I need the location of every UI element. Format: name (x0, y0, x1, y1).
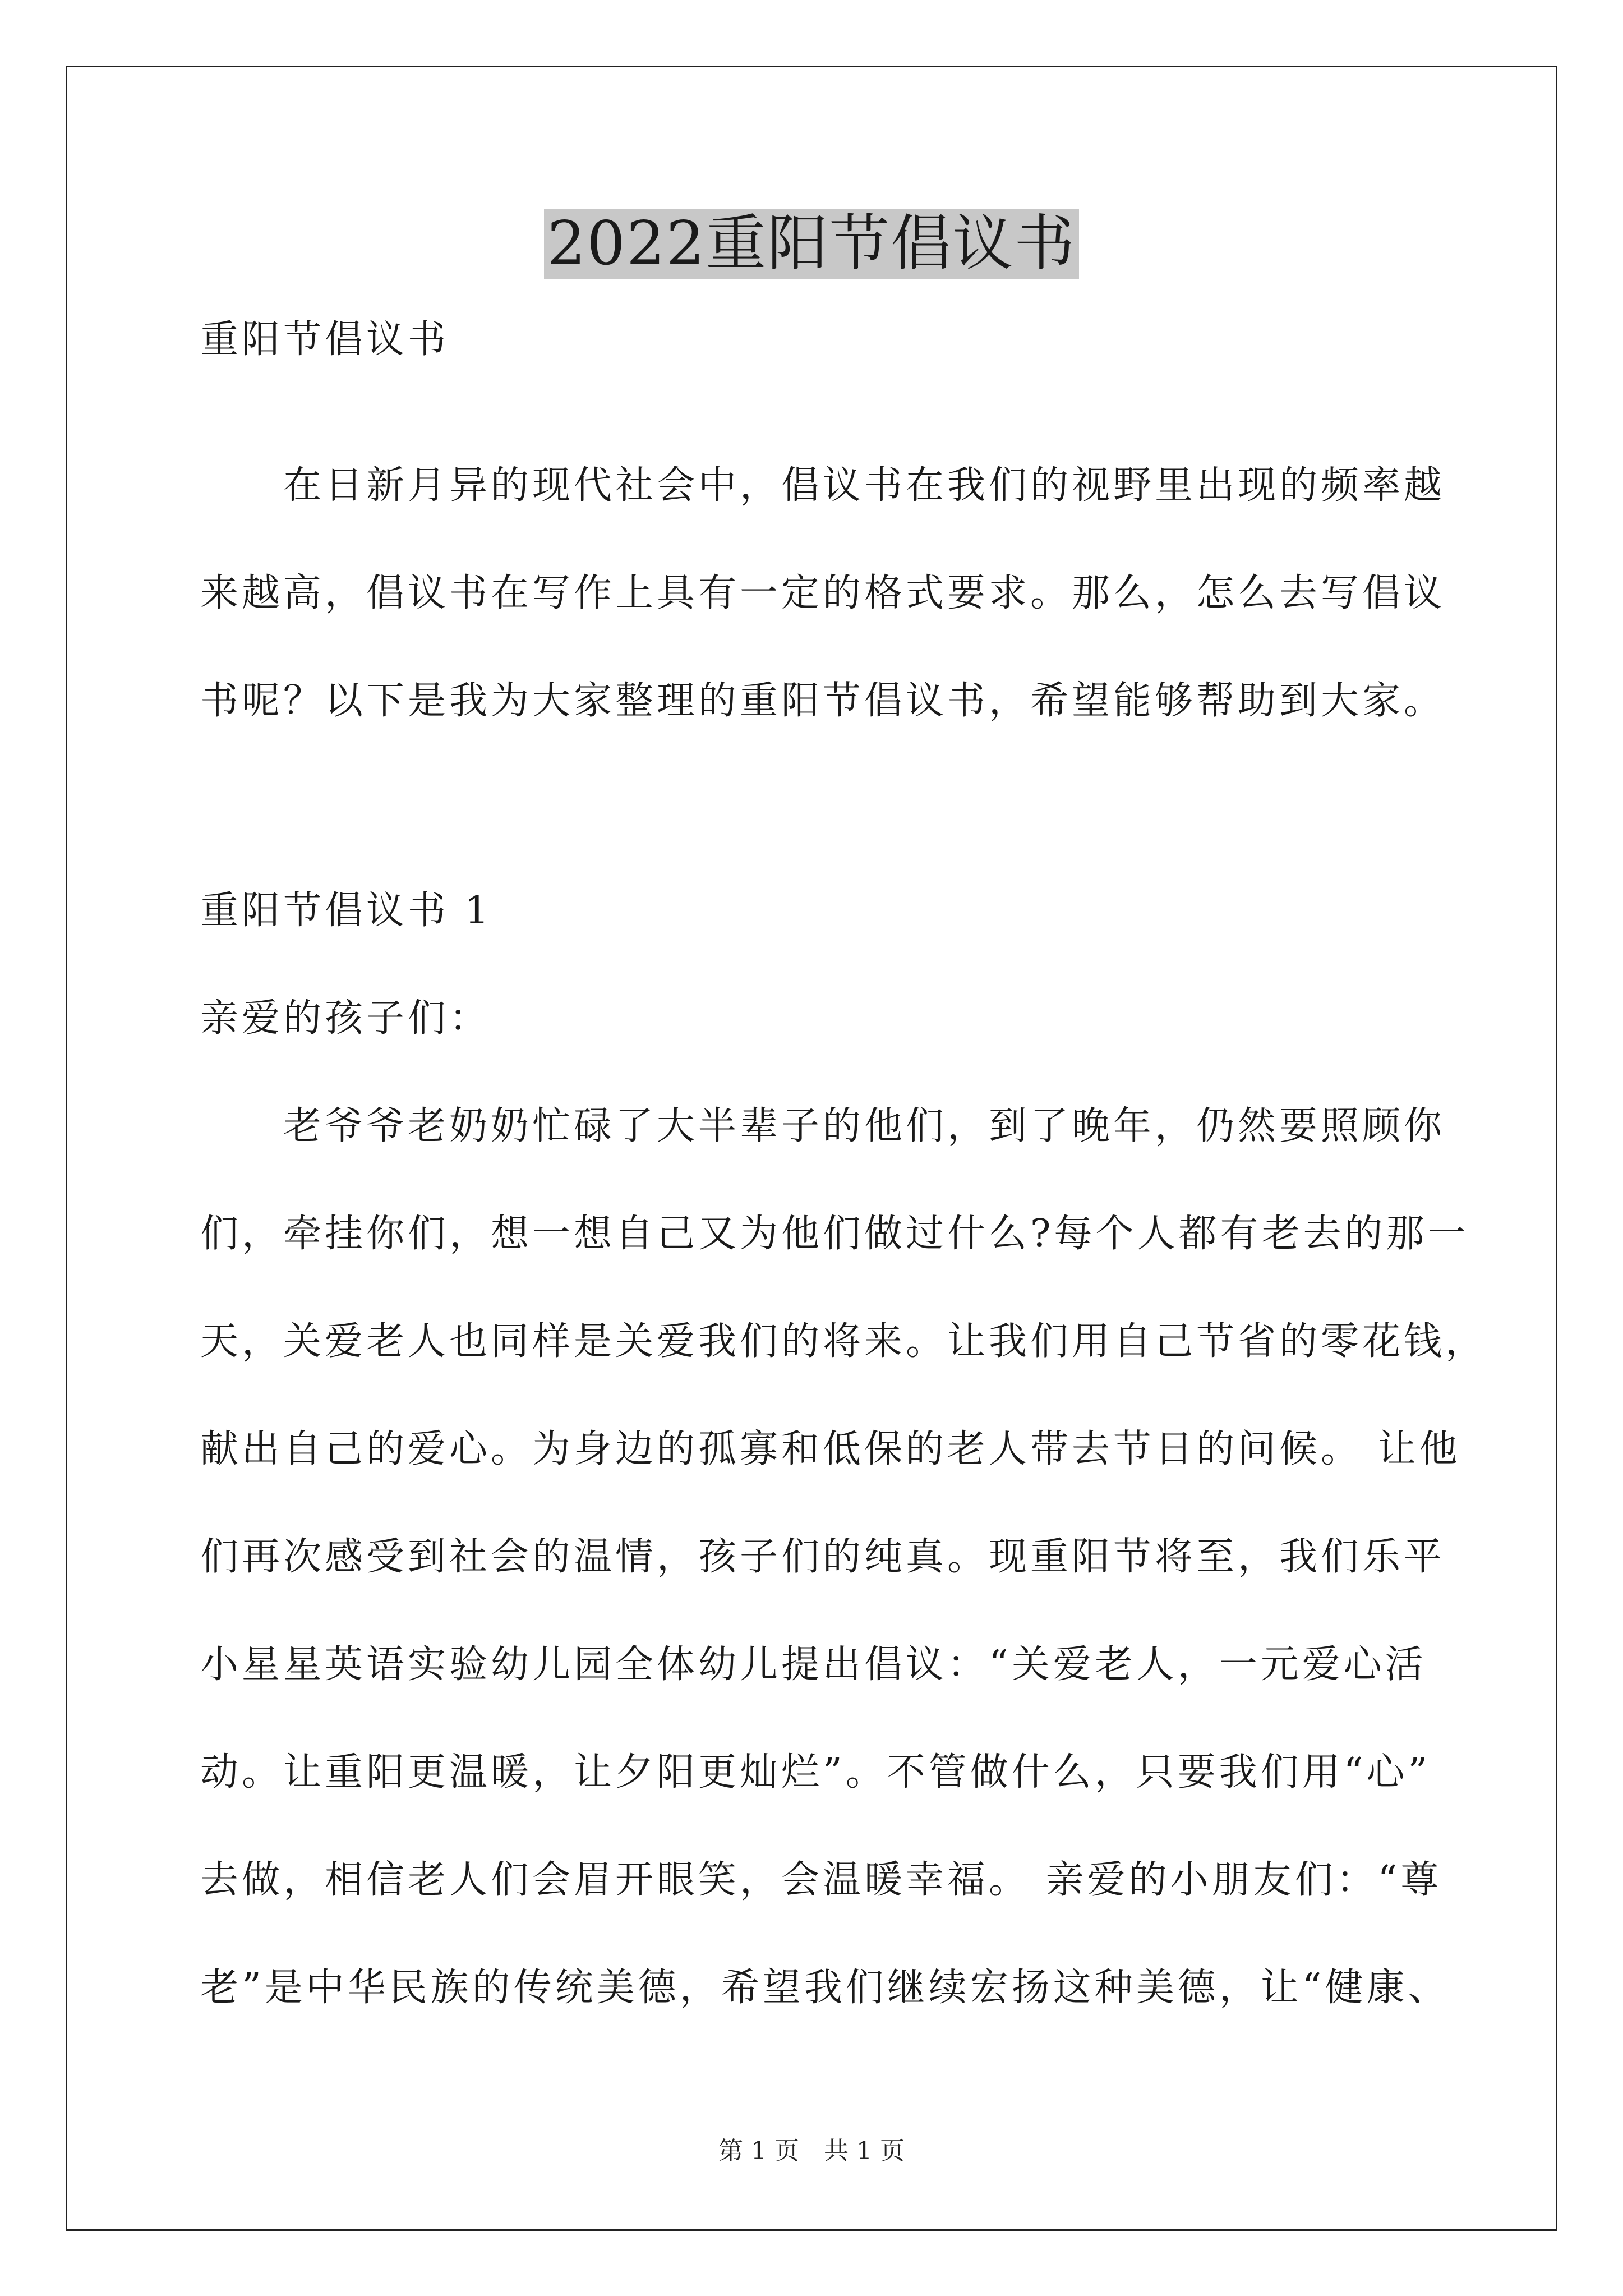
document-subtitle: 重阳节倡议书 (200, 318, 450, 362)
body-line-5: 们再次感受到社会的温情，孩子们的纯真。现重阳节将至，我们乐平 (200, 1535, 1446, 1579)
body-line-9: 老”是中华民族的传统美德，希望我们继续宏扬这种美德，让“健康、 (200, 1966, 1450, 2010)
body-line-4: 献出自己的爱心。为身边的孤寡和低保的老人带去节日的问候。 让他 (200, 1427, 1461, 1471)
body-line-2: 们，牵挂你们，想一想自己又为他们做过什么?每个人都有老去的那一 (200, 1212, 1469, 1256)
body-line-7: 动。让重阳更温暖，让夕阳更灿烂”。不管做什么，只要我们用“心” (200, 1750, 1431, 1795)
body-line-1: 老爷爷老奶奶忙碌了大半辈子的他们，到了晚年，仍然要照顾你 (200, 1104, 1446, 1148)
body-line-8: 去做，相信老人们会眉开眼笑，会温暖幸福。 亲爱的小朋友们：“尊 (200, 1858, 1442, 1902)
document-title (0, 205, 1623, 283)
page-footer: 第 1 页 共 1 页 (718, 2137, 905, 2165)
salutation: 亲爱的孩子们： (200, 996, 491, 1041)
intro-line-3: 书呢？以下是我为大家整理的重阳节倡议书，希望能够帮助到大家。 (200, 679, 1446, 723)
section-heading: 重阳节倡议书 1 (200, 889, 492, 933)
intro-line-1: 在日新月异的现代社会中，倡议书在我们的视野里出现的频率越 (200, 463, 1446, 508)
body-line-6: 小星星英语实验幼儿园全体幼儿提出倡议：“关爱老人，一元爱心活 (200, 1642, 1427, 1687)
document-title-text: 2022重阳节倡议书 (544, 209, 1080, 279)
intro-line-2: 来越高，倡议书在写作上具有一定的格式要求。那么，怎么去写倡议 (200, 571, 1446, 615)
body-line-3: 天，关爱老人也同样是关爱我们的将来。让我们用自己节省的零花钱， (200, 1319, 1487, 1364)
